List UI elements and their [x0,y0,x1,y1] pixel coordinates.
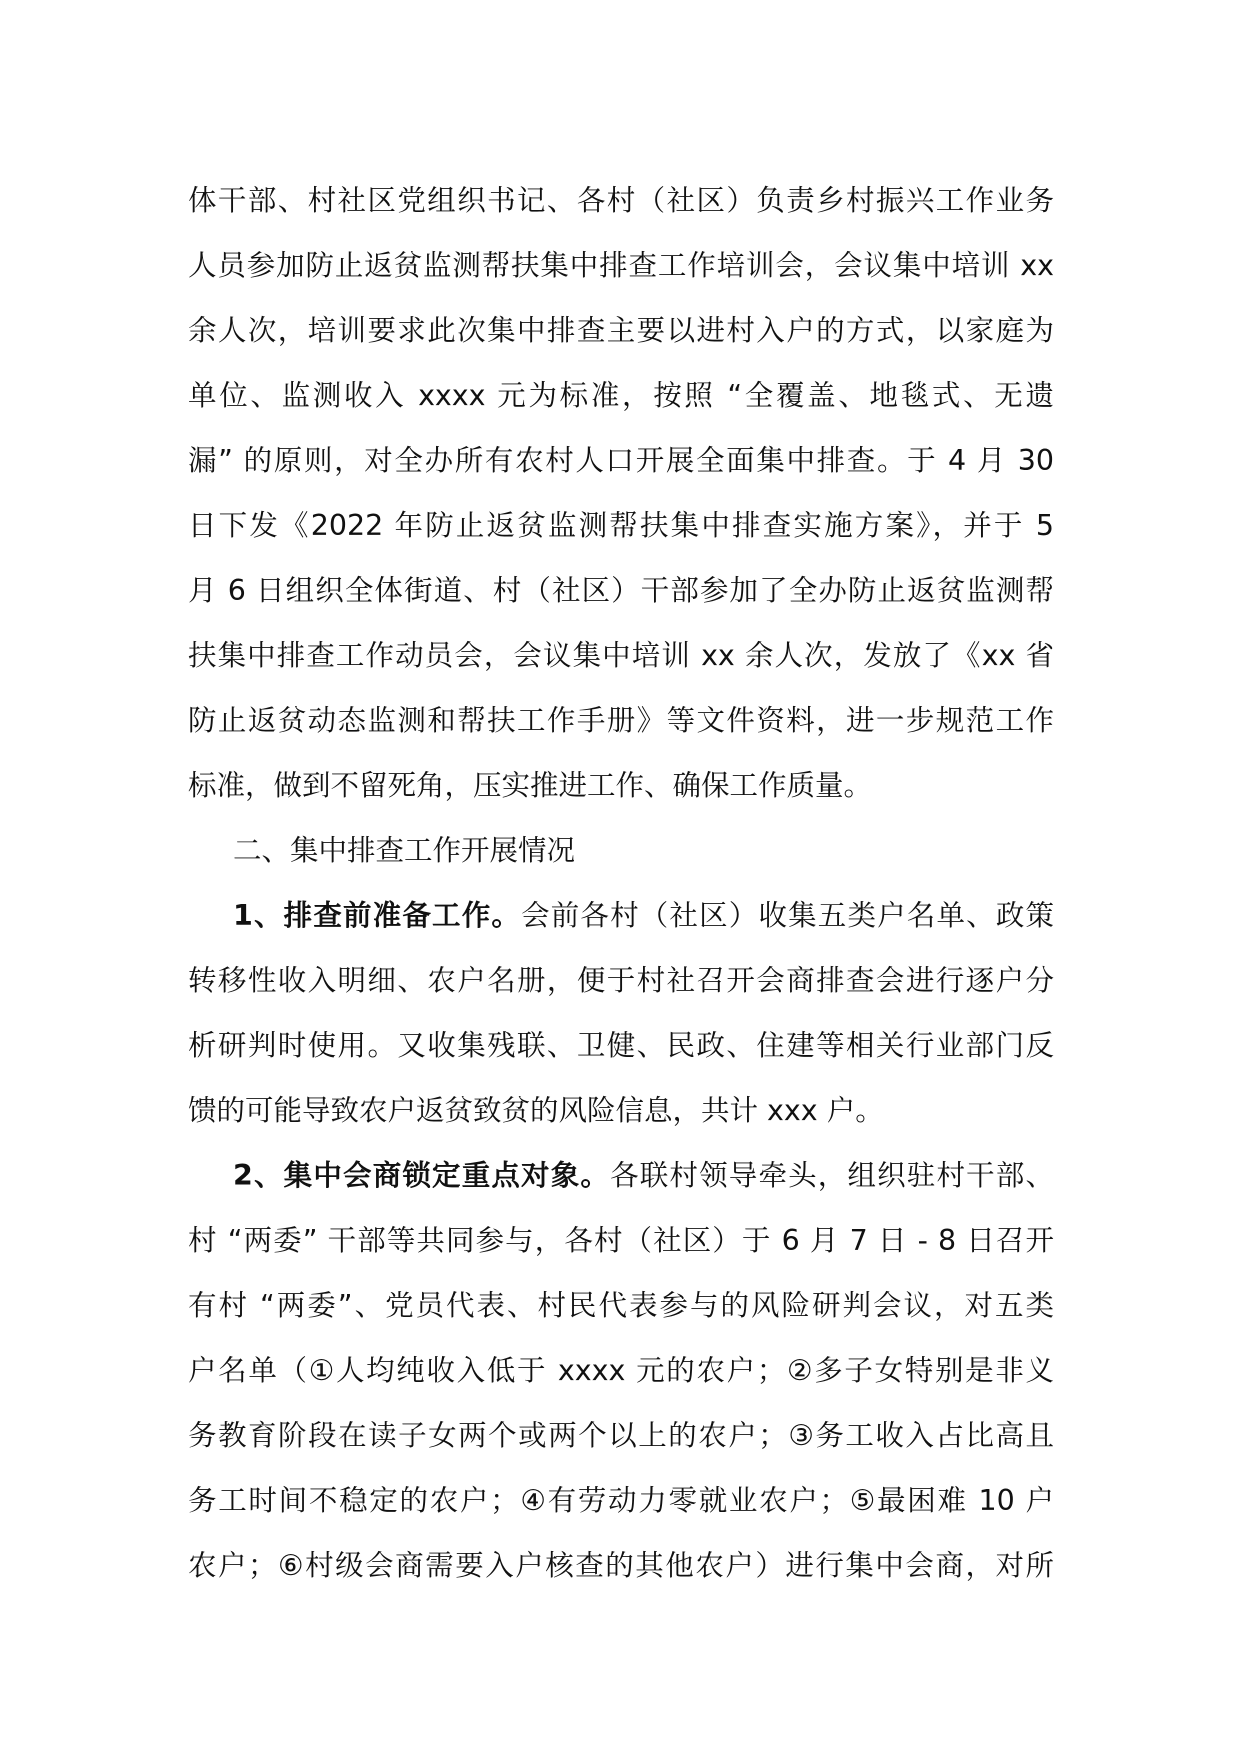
text-line: 馈的可能导致农户返贫致贫的风险信息，共计 xxx 户。 [188,1094,884,1127]
text-line: 月 6 日组织全体街道、村（社区）干部参加了全办防止返贫监测帮 [188,574,1054,607]
text-line: 漏” 的原则，对全办所有农村人口开展全面集中排查。于 4 月 30 [188,444,1054,477]
item-title: 1、排查前准备工作。 [233,899,522,932]
paragraph-item-1 [188,883,1054,1143]
text-line: 村 “两委” 干部等共同参与，各村（社区）于 6 月 7 日 - 8 日召开 [188,1224,1054,1257]
text-line: 转移性收入明细、农户名册，便于村社召开会商排查会进行逐户分 [188,964,1054,997]
text-line: 农户；⑥村级会商需要入户核查的其他农户）进行集中会商，对所 [188,1549,1054,1582]
document-body [188,168,1054,1598]
paragraph-item-2 [188,1143,1054,1598]
text-line: 户名单（①人均纯收入低于 xxxx 元的农户；②多子女特别是非义 [188,1354,1054,1387]
text-line: 防止返贫动态监测和帮扶工作手册》等文件资料，进一步规范工作 [188,704,1054,737]
text-line: 标准，做到不留死角，压实推进工作、确保工作质量。 [188,769,873,802]
item-title: 2、集中会商锁定重点对象。 [233,1159,611,1192]
text-line: 人员参加防止返贫监测帮扶集中排查工作培训会，会议集中培训 xx [188,249,1054,282]
text-line: 务教育阶段在读子女两个或两个以上的农户；③务工收入占比高且 [188,1419,1054,1452]
item-first-line [188,1143,1054,1208]
text-line: 务工时间不稳定的农户；④有劳动力零就业农户；⑤最困难 10 户 [188,1484,1054,1517]
section-heading: 二、集中排查工作开展情况 [233,834,576,867]
text-line: 余人次，培训要求此次集中排查主要以进村入户的方式，以家庭为 [188,314,1054,347]
paragraph-training [188,168,1054,818]
item-text: 会前各村（社区）收集五类户名单、政策 [521,899,1054,932]
text-line: 日下发《2022 年防止返贫监测帮扶集中排查实施方案》，并于 5 [188,509,1054,542]
text-line: 析研判时使用。又收集残联、卫健、民政、住建等相关行业部门反 [188,1029,1054,1062]
item-text: 各联村领导牵头，组织驻村干部、 [610,1159,1054,1192]
item-first-line [188,883,1054,948]
text-line: 体干部、村社区党组织书记、各村（社区）负责乡村振兴工作业务 [188,184,1054,217]
text-line: 有村 “两委”、党员代表、村民代表参与的风险研判会议，对五类 [188,1289,1054,1322]
text-line: 单位、监测收入 xxxx 元为标准，按照 “全覆盖、地毯式、无遗 [188,379,1054,412]
text-line: 扶集中排查工作动员会，会议集中培训 xx 余人次，发放了《xx 省 [188,639,1054,672]
